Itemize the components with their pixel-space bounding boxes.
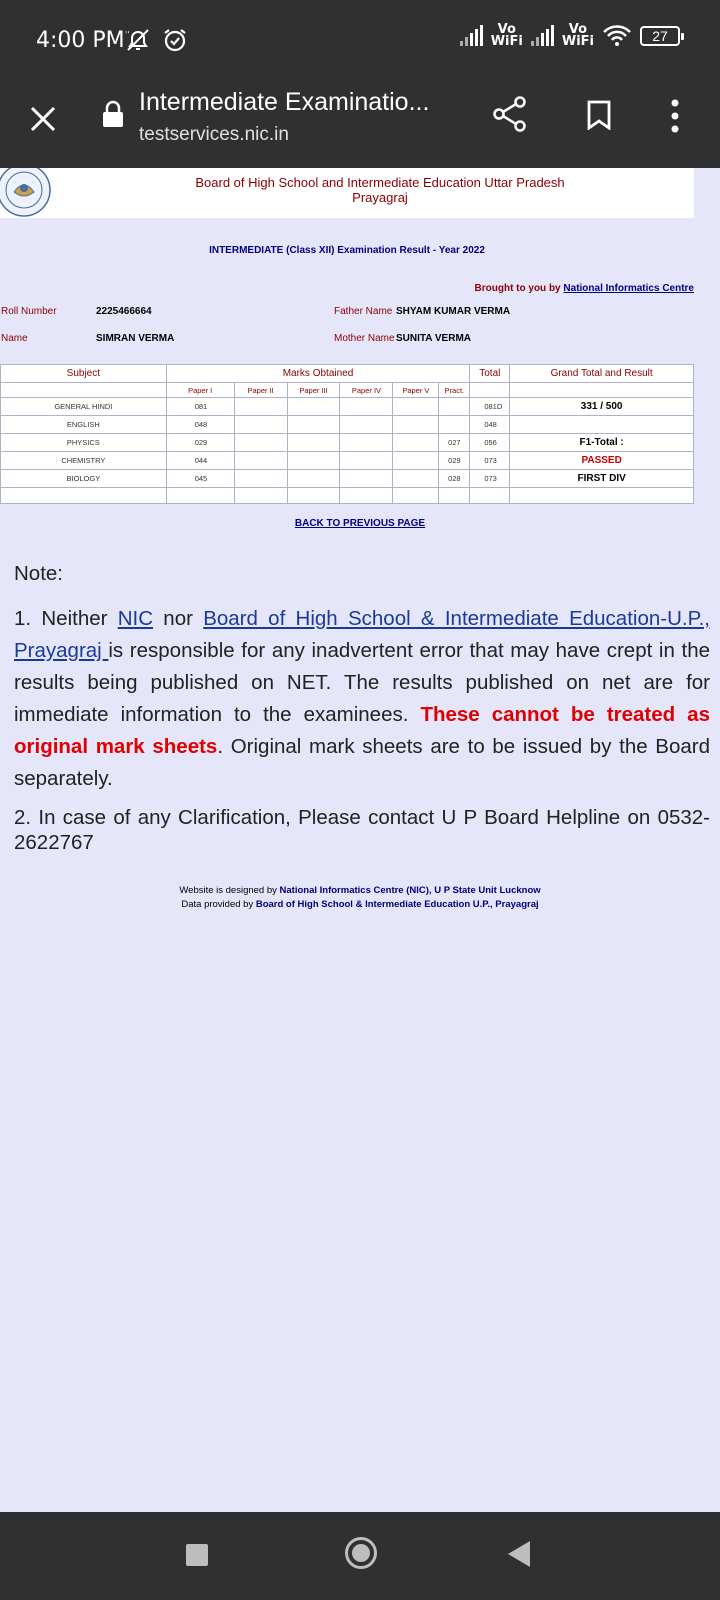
back-to-previous-link[interactable]: BACK TO PREVIOUS PAGE <box>294 518 426 529</box>
wifi-icon <box>602 24 632 48</box>
marks-header: Marks Obtained <box>166 365 470 383</box>
note-paragraph-1: 1. Neither NIC nor Board of High School & Intermediate Education-U.P., Prayagraj is responsible for any inadvertent error that may have crept in the results being published on NET. The results published on net are for immediate information to the examinees. These cannot be treated as original mark sheets. Original mark sheets are to be issued by the Board separately. <box>14 607 711 790</box>
table-row: PHYSICS 029 027 056 F1-Total : <box>1 434 694 452</box>
page-title[interactable]: Intermediate Examinatio... <box>139 88 430 116</box>
father-name-label: Father Name <box>334 306 393 317</box>
paper-header: Paper IV <box>340 383 393 398</box>
name-value: SIMRAN VERMA <box>96 333 175 344</box>
brought-by: Brought to you by National Informatics Centre <box>474 283 694 294</box>
total-header: Total <box>470 365 510 383</box>
bookmark-icon[interactable] <box>586 100 612 130</box>
close-icon[interactable] <box>28 104 58 134</box>
more-options-icon[interactable] <box>670 98 680 134</box>
name-label: Name <box>1 333 28 344</box>
board-link[interactable]: Board of High School & Intermediate Education-U.P., Prayagraj <box>14 607 710 662</box>
mother-name-value: SUNITA VERMA <box>396 333 471 344</box>
nic-link[interactable]: National Informatics Centre <box>563 283 694 294</box>
grand-total-header: Grand Total and Result <box>510 365 694 383</box>
signal-icon <box>460 26 483 46</box>
paper-header: Pract. <box>439 383 470 398</box>
note-title: Note: <box>14 562 63 585</box>
browser-toolbar <box>0 84 720 168</box>
lock-icon <box>102 100 124 128</box>
result-heading: INTERMEDIATE (Class XII) Examination Result - Year 2022 <box>209 245 485 256</box>
paper-header: Paper II <box>234 383 287 398</box>
table-row: ENGLISH 048 048 <box>1 416 694 434</box>
roll-number-value: 2225466664 <box>96 306 152 317</box>
paper-header: Paper I <box>166 383 234 398</box>
board-logo-icon <box>0 168 54 218</box>
signal-icon <box>531 26 554 46</box>
note-paragraph-2: 2. In case of any Clarification, Please contact U P Board Helpline on 0532-2622767 <box>14 806 710 854</box>
bell-muted-icon <box>124 27 154 53</box>
paper-header: Paper III <box>287 383 340 398</box>
status-time: 4:00 PM <box>36 28 125 53</box>
share-icon[interactable] <box>492 96 528 132</box>
page-url[interactable]: testservices.nic.in <box>139 124 289 145</box>
paper-header: Paper V <box>393 383 439 398</box>
table-row: CHEMISTRY 044 029 073 PASSED <box>1 452 694 470</box>
nic-link[interactable]: NIC <box>117 607 154 630</box>
alarm-icon <box>162 27 188 53</box>
marks-table <box>0 364 694 504</box>
table-row: BIOLOGY 045 028 073 FIRST DIV <box>1 470 694 488</box>
board-title: Board of High School and Intermediate Education Uttar Pradesh Prayagraj <box>195 175 565 205</box>
recents-icon[interactable] <box>186 1544 208 1566</box>
table-row <box>1 488 694 504</box>
table-row: GENERAL HINDI 081 081D 331 / 500 <box>1 398 694 416</box>
status-bar <box>0 0 720 84</box>
father-name-value: SHYAM KUMAR VERMA <box>396 306 511 317</box>
mother-name-label: Mother Name <box>334 333 395 344</box>
svg-text:'': '' <box>125 30 130 39</box>
vowifi-label: Vo WiFi <box>561 22 594 49</box>
battery-icon: 27 <box>640 26 680 46</box>
page-footer: Website is designed by National Informatics Centre (NIC), U P State Unit Lucknow Data provided by Board of High School & Intermediate Education U.P., Prayagraj <box>179 885 541 910</box>
back-icon[interactable] <box>508 1541 530 1567</box>
subject-header: Subject <box>1 365 167 383</box>
home-icon[interactable] <box>345 1537 377 1569</box>
roll-number-label: Roll Number <box>1 306 57 317</box>
system-nav-bar <box>0 1512 720 1600</box>
vowifi-label: Vo WiFi <box>490 22 523 49</box>
